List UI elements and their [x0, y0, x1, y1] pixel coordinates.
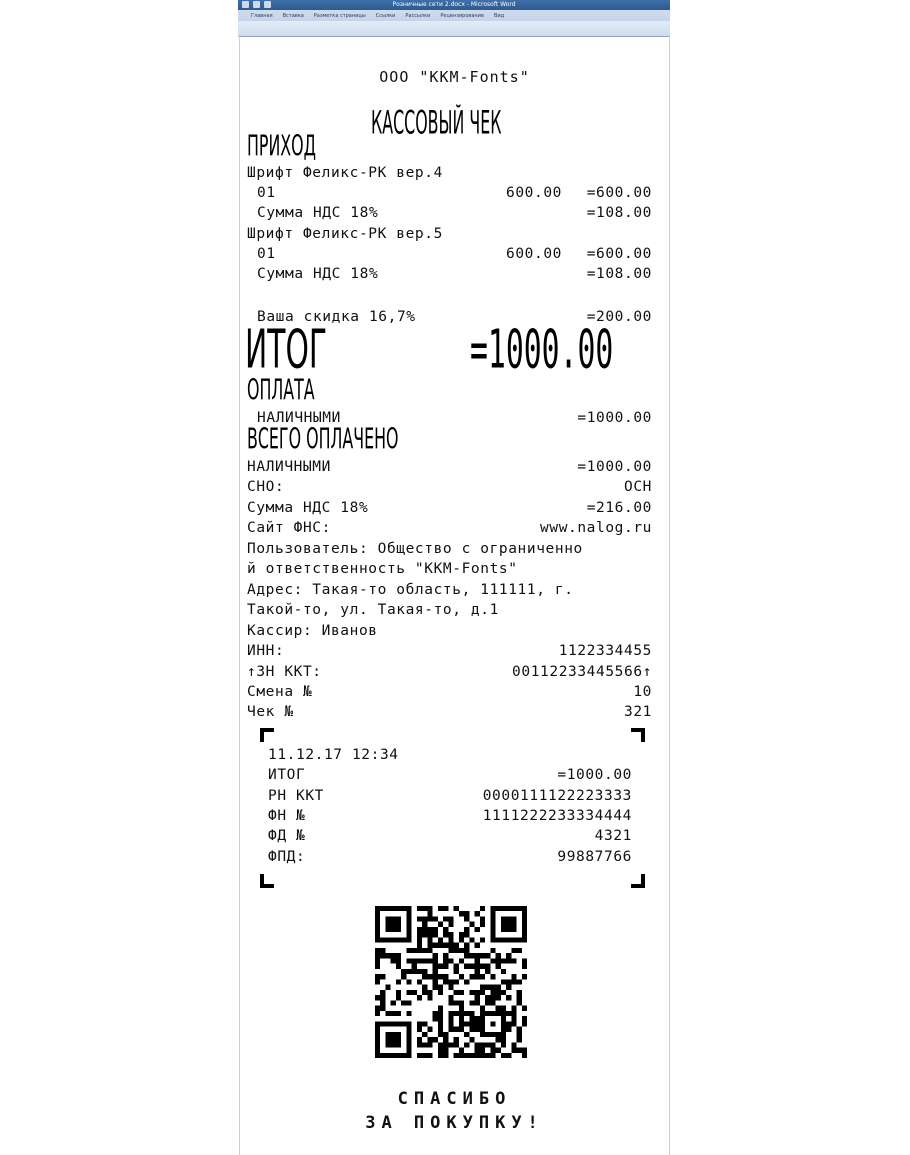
window-title: Розничные сети 2.docx - Microsoft Word: [392, 1, 516, 8]
check-number-label: Чек №: [247, 704, 294, 720]
item-qty: 01: [257, 246, 276, 262]
user-line: [247, 559, 652, 579]
item-vat-row: [247, 203, 652, 223]
fiscal-fpd-row: [268, 847, 632, 867]
receipt-page: [240, 36, 669, 1155]
discount-label: Ваша скидка 16,7%: [257, 309, 416, 325]
paid-heading: ВСЕГО ОПЛАЧЕНО: [247, 424, 399, 457]
fiscal-datetime-row: [268, 745, 632, 765]
item-qty: 01: [257, 185, 276, 201]
fiscal-rn-value: 0000111122223333: [482, 788, 632, 804]
thanks-line-2: ЗА ПОКУПКУ!: [365, 1113, 544, 1133]
payment-method: НАЛИЧНЫМИ: [257, 410, 341, 426]
discount-value: =200.00: [586, 309, 652, 325]
total-vat-value: =216.00: [586, 500, 652, 516]
item-name: Шрифт Феликс-РК вер.4: [247, 165, 443, 181]
sno-row: [247, 477, 652, 497]
tab-insert[interactable]: Вставка: [282, 13, 304, 19]
fiscal-datetime: 11.12.17 12:34: [268, 747, 399, 763]
payment-heading: ОПЛАТА: [247, 375, 315, 408]
item-sum: =600.00: [586, 246, 652, 262]
tab-view[interactable]: Вид: [494, 13, 505, 19]
thanks-line-1: СПАСИБО: [397, 1089, 512, 1109]
address-line: [247, 600, 652, 620]
shift-label: Смена №: [247, 684, 313, 700]
item-vat-value: =108.00: [586, 266, 652, 282]
sno-value: ОСН: [624, 479, 652, 495]
zn-kkt-row: [247, 662, 652, 682]
shift-row: [247, 682, 652, 702]
fiscal-total-row: [268, 765, 632, 785]
paid-row: [247, 457, 652, 477]
cashier-line: [247, 621, 652, 641]
total-label: ИТОГ: [245, 318, 328, 381]
fiscal-fn-label: ФН №: [268, 808, 306, 824]
title-bar: [238, 0, 670, 10]
user-text-1: Пользователь: Общество с ограниченно: [247, 541, 583, 557]
fiscal-fd-label: ФД №: [268, 828, 306, 844]
page-border-right: [669, 36, 670, 1155]
tab-mailings[interactable]: Рассылки: [405, 13, 431, 19]
fiscal-rn-label: РН ККТ: [268, 788, 324, 804]
address-text-2: Такой-то, ул. Такая-то, д.1: [247, 602, 499, 618]
org-name: ООО "ККМ-Fonts": [379, 68, 530, 86]
item-price: 600.00: [506, 246, 562, 262]
item-vat-value: =108.00: [586, 205, 652, 221]
fiscal-corner-top-left: [260, 728, 274, 742]
item-name: Шрифт Феликс-РК вер.5: [247, 226, 443, 242]
sno-label: СНО:: [247, 479, 285, 495]
address-line: [247, 580, 652, 600]
fiscal-total-label: ИТОГ: [268, 767, 306, 783]
word-application-chrome: [238, 0, 670, 37]
operation-type: ПРИХОД: [247, 131, 317, 164]
ribbon-tabs: [246, 12, 509, 20]
item-price: 600.00: [506, 185, 562, 201]
total-vat-label: Сумма НДС 18%: [247, 500, 369, 516]
item-sum: =600.00: [586, 185, 652, 201]
fiscal-fpd-value: 99887766: [557, 849, 632, 865]
tab-page-layout[interactable]: Разметка страницы: [313, 13, 366, 19]
item-vat-label: Сумма НДС 18%: [257, 205, 379, 221]
paid-value: =1000.00: [577, 459, 652, 475]
fiscal-total-value: =1000.00: [557, 767, 632, 783]
item-qty-row: [247, 244, 652, 264]
fiscal-fn-value: 1111222233334444: [482, 808, 632, 824]
user-text-2: й ответственность "ККМ-Fonts": [247, 561, 518, 577]
tab-review[interactable]: Рецензирование: [440, 13, 484, 19]
ribbon: [238, 21, 670, 36]
fiscal-corner-top-right: [631, 728, 645, 742]
fns-site-row: [247, 518, 652, 538]
fns-site-label: Сайт ФНС:: [247, 520, 331, 536]
item-vat-row: [247, 264, 652, 284]
item-vat-label: Сумма НДС 18%: [257, 266, 379, 282]
item-name-row: [247, 224, 652, 244]
payment-value: =1000.00: [577, 410, 652, 426]
total-value: =1000.00: [470, 318, 614, 381]
tab-references[interactable]: Ссылки: [375, 13, 396, 19]
fiscal-fn-row: [268, 806, 632, 826]
fiscal-rn-row: [268, 786, 632, 806]
fiscal-fd-row: [268, 826, 632, 846]
inn-row: [247, 641, 652, 661]
fiscal-corner-bottom-left: [260, 874, 274, 888]
zn-kkt-label: ↑ЗН ККТ:: [247, 664, 322, 680]
paid-method: НАЛИЧНЫМИ: [247, 459, 331, 475]
check-number-row: [247, 702, 652, 722]
item-qty-row: [247, 183, 652, 203]
check-number-value: 321: [624, 704, 652, 720]
fns-site-value: www.nalog.ru: [540, 520, 652, 536]
cashier-text: Кассир: Иванов: [247, 623, 378, 639]
fiscal-fpd-label: ФПД:: [268, 849, 306, 865]
address-text-1: Адрес: Такая-то область, 111111, г.: [247, 582, 574, 598]
inn-label: ИНН:: [247, 643, 285, 659]
fiscal-corner-bottom-right: [631, 874, 645, 888]
total-vat-row: [247, 498, 652, 518]
qr-code-image: [375, 906, 527, 1058]
fiscal-fd-value: 4321: [594, 828, 632, 844]
zn-kkt-value: 00112233445566↑: [512, 664, 652, 680]
inn-value: 1122334455: [558, 643, 652, 659]
shift-value: 10: [633, 684, 652, 700]
user-line: [247, 539, 652, 559]
tab-home[interactable]: Главная: [251, 13, 273, 19]
item-name-row: [247, 163, 652, 183]
receipt-heading: КАССОВЫЙ ЧЕК: [371, 106, 502, 143]
